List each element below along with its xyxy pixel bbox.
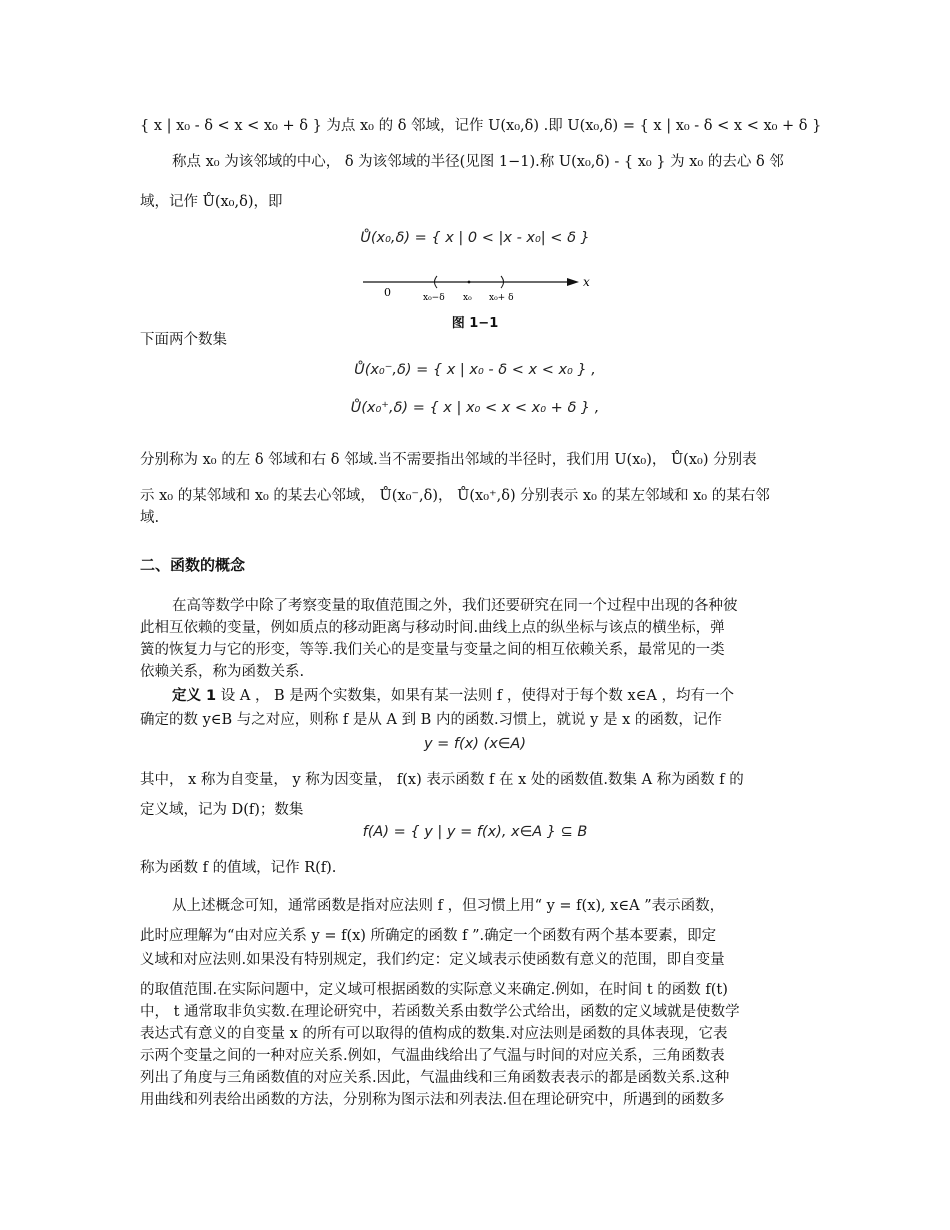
text-line: 依赖关系，称为函数关系. (140, 664, 305, 680)
text-line: 簧的恢复力与它的形变，等等.我们关心的是变量与变量之间的相互依赖关系，最常见的一类 (140, 642, 725, 658)
equation: Ů(x₀⁺,δ) = { x | x₀ < x < x₀ + δ } , (350, 400, 600, 416)
text-line: { x | x₀ - δ < x < x₀ + δ } 为点 x₀ 的 δ 邻域，记作 U(x₀,δ) .即 U(x₀,δ) = { x | x₀ - δ < x < x₀ + δ } (140, 118, 822, 134)
text-line: 分别称为 x₀ 的左 δ 邻域和右 δ 邻域.当不需要指出邻域的半径时，我们用 U(x₀)， Ů(x₀) 分别表 (140, 452, 757, 468)
number-line-figure (355, 268, 600, 310)
text-line: 表达式有意义的自变量 x 的所有可以取得的值构成的数集.对应法则是函数的具体表现，它表 (140, 1026, 728, 1042)
axis-variable-label: x (583, 275, 590, 289)
origin-label: 0 (384, 286, 391, 299)
text-line: 示 x₀ 的某邻域和 x₀ 的某去心邻域， Ů(x₀⁻,δ)， Ů(x₀⁺,δ) 分别表示 x₀ 的某左邻域和 x₀ 的某右邻 (140, 488, 770, 504)
section-heading: 二、函数的概念 (140, 556, 246, 574)
equation: y = f(x) (x∈A) (423, 736, 526, 752)
text-line: 的取值范围.在实际问题中，定义域可根据函数的实际意义来确定.例如，在时间 t 的函数 f(t) (140, 982, 728, 998)
definition-line (172, 686, 844, 706)
equation: Ů(x₀⁻,δ) = { x | x₀ - δ < x < x₀ } , (354, 362, 596, 378)
text-line: 下面两个数集 (140, 332, 227, 348)
text-line: 用曲线和列表给出函数的方法，分别称为图示法和列表法.但在理论研究中，所遇到的函数多 (140, 1092, 725, 1108)
text-line: 其中， x 称为自变量， y 称为因变量， f(x) 表示函数 f 在 x 处的函数值.数集 A 称为函数 f 的 (140, 772, 744, 788)
text-line: 列出了角度与三角函数值的对应关系.因此，气温曲线和三角函数表表示的都是函数关系.这种 (140, 1070, 730, 1086)
equation: f(A) = { y | y = f(x), x∈A } ⊆ B (362, 824, 588, 840)
text-line: 确定的数 y∈B 与之对应，则称 f 是从 A 到 B 内的函数.习惯上，就说 y 是 x 的函数，记作 (140, 712, 722, 728)
text-line: 称为函数 f 的值域，记作 R(f). (140, 860, 337, 876)
text-line: 中， t 通常取非负实数.在理论研究中，若函数关系由数学公式给出，函数的定义域就是使数学 (140, 1004, 740, 1020)
equation: Ů(x₀,δ) = { x | 0 < |x - x₀| < δ } (360, 230, 590, 246)
text-line: 从上述概念可知，通常函数是指对应法则 f ，但习惯上用“ y = f(x), x∈A ”表示函数， (172, 898, 725, 914)
definition-text: 设 A ， B 是两个实数集，如果有某一法则 f ，使得对于每个数 x∈A ，均有一个 (220, 688, 734, 704)
text-line: 此相互依赖的变量，例如质点的移动距离与移动时间.曲线上点的纵坐标与该点的横坐标，弹 (140, 620, 725, 636)
right-endpoint-label: x₀+ δ (489, 293, 514, 303)
text-line: 定义域，记为 D(f)；数集 (140, 802, 304, 818)
text-line: 域，记作 Ů(x₀,δ)，即 (140, 194, 283, 210)
center-point (468, 281, 471, 284)
text-line: 义域和对应法则.如果没有特别规定，我们约定：定义域表示使函数有意义的范围，即自变量 (140, 952, 725, 968)
axis-arrow-icon (567, 278, 579, 286)
definition-label: 定义 1 (172, 688, 217, 704)
center-label: x₀ (463, 293, 472, 303)
figure-caption: 图 1−1 (451, 316, 499, 331)
text-line: 称点 x₀ 为该邻域的中心， δ 为该邻域的半径(见图 1−1).称 U(x₀,δ) - { x₀ } 为 x₀ 的去心 δ 邻 (172, 154, 784, 170)
left-endpoint-label: x₀−δ (423, 293, 445, 303)
text-line: 域. (140, 510, 160, 526)
text-line: 示两个变量之间的一种对应关系.例如，气温曲线给出了气温与时间的对应关系，三角函数表 (140, 1048, 725, 1064)
text-line: 此时应理解为“由对应关系 y = f(x) 所确定的函数 f ”.确定一个函数有两个基本要素，即定 (140, 928, 717, 944)
text-line: 在高等数学中除了考察变量的取值范围之外，我们还要研究在同一个过程中出现的各种彼 (172, 598, 738, 614)
